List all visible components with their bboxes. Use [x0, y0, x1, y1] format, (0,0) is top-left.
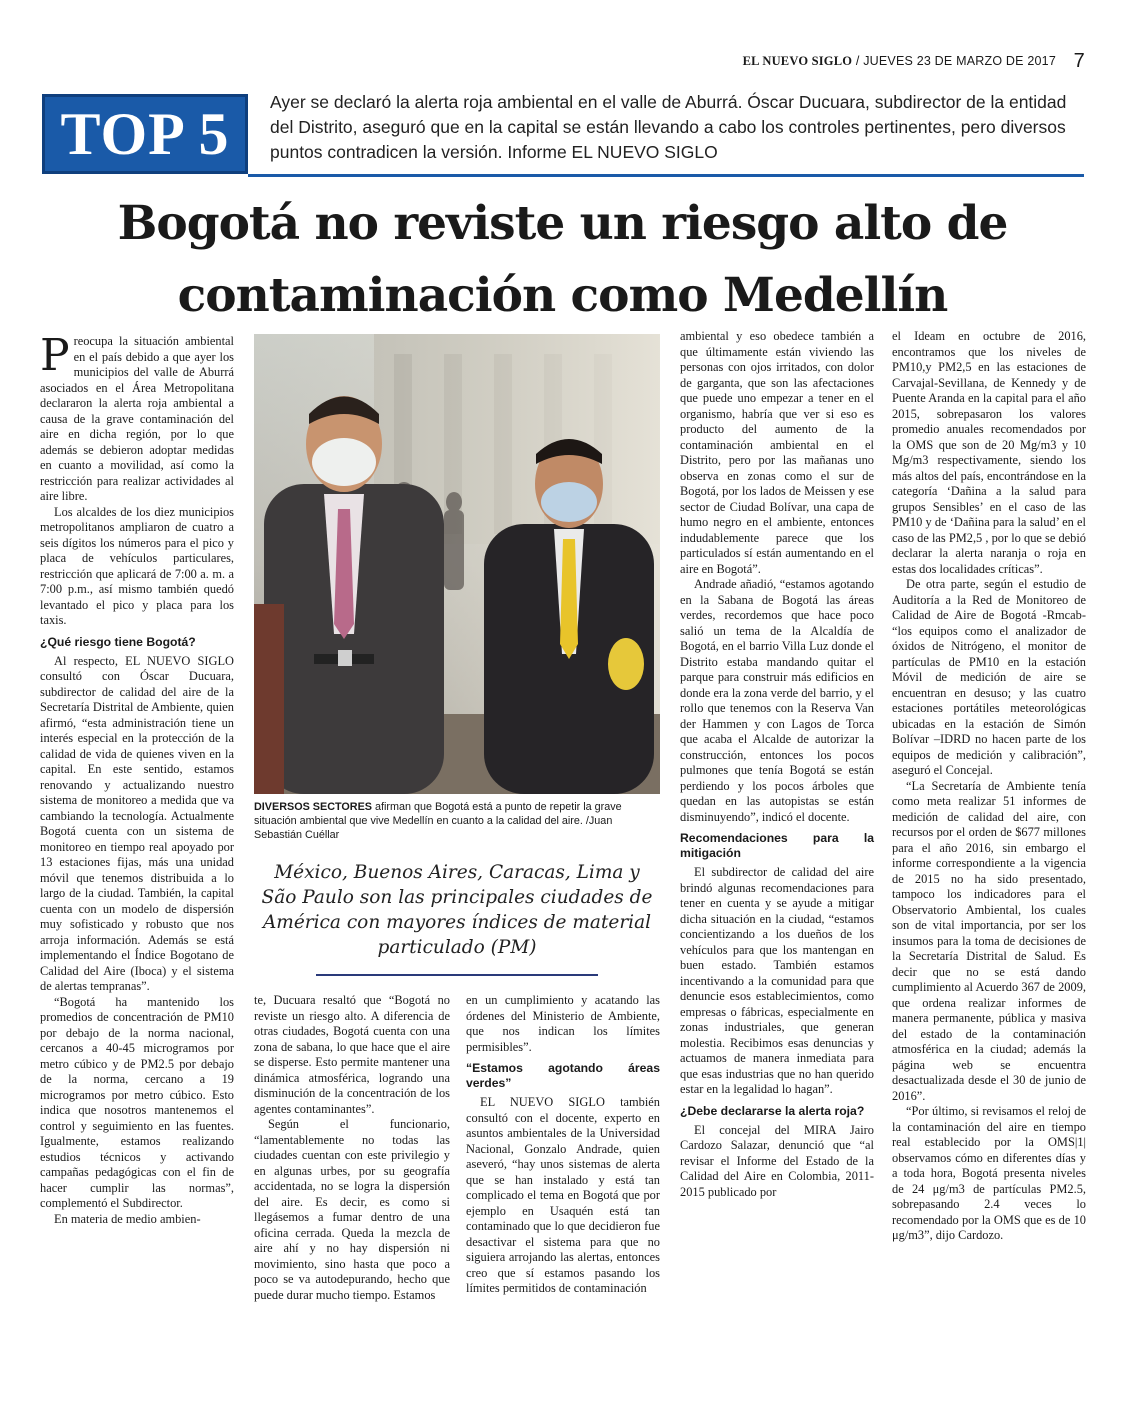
- article-paragraph: De otra parte, según el estudio de Auditoría a la Red de Monitoreo de Calidad de Aire de Bogotá -Rmcab- “los equipos como el analizador de óxidos de Nitrógeno, el monitor de partículas de PM10 en la estación Móvil de medición de aire se encuentran en desuso; y las cuatro estaciones portátiles meteorológicas ubicadas en la estación de Simón Bolívar –IDRD no hacen parte de los equipos de medición y calibración”, aseguró el Concejal.: [892, 577, 1086, 777]
- article-paragraph: te, Ducuara resaltó que “Bogotá no reviste un riesgo alto. A diferencia de otras ciudades, Bogotá cuenta con una zona de sabana, lo que hace que el aire se disperse. Esto permite mantener una dinámica atmosférica, logrando una disminución de la concentración de los agentes contaminantes”.: [254, 993, 450, 1116]
- article-paragraph: el Ideam en octubre de 2016, encontramos que los niveles de PM10,y PM2,5 en las estaciones de Carvajal-Sevillana, de Kennedy y de Puente Aranda en la capital para el año 2015, sobrepasaron los valores promedio anuales recomendados por la OMS que son de 20 Mg/m3 y 10 Mg/m3 respectivamente, siendo los más altos del país, encontrándose en la categoría ‘Dañina a la salud para grupos Sensibles’ en el caso de las PM10 y de ‘Dañina para la salud’ en el caso de las PM2,5 , por lo que se debió declarar la alerta naranja o roja en estas dos localidades críticas”.: [892, 329, 1086, 576]
- article-paragraph: Según el funcionario, “lamentablemente no todas las ciudades cuentan con este privilegio y en algunas urbes, por su geografía accidentada, no se logra la dispersión del aire. Es decir, es como si llegásemos a fumar dentro de una oficina cerrada. Queda la mezcla de aire ahí y no hay dispersión ni movimiento, sino hasta que poco a poco se va autodepurando, hecho que puede durar mucho tiempo. Estamos: [254, 1117, 450, 1302]
- photo-caption: [254, 800, 660, 842]
- headline-line-2: contaminación como Medellín: [177, 268, 948, 323]
- article-paragraph: El concejal del MIRA Jairo Cardozo Salazar, denunció que “al revisar el Informe del Estado de la Calidad del Aire en Colombia, 2011-2015 publicado por: [680, 1122, 874, 1199]
- paper-name: EL NUEVO SIGLO: [742, 54, 853, 68]
- page-folio: [743, 50, 1085, 73]
- article-column-4: [680, 329, 874, 1200]
- article-paragraph: “Bogotá ha mantenido los promedios de concentración de PM10 por debajo de la norma nacional, cercanos a 40-45 microgramos por metro cúbico y de PM2.5 por debajo de la norma, cercano a 19 microgramos por metro cúbico. Esto indica que nosotros mantenemos el control y seguimiento en las fuentes. Igualmente, estamos realizando estudios técnicos y activando campañas pedagógicas con el fin de hacer cumplir las normas”, complementó el Subdirector.: [40, 994, 234, 1210]
- page-number: 7: [1073, 50, 1085, 72]
- article-paragraph: Andrade añadió, “estamos agotando en la Sabana de Bogotá las áreas verdes, recordemos que hace poco salió un tema de la Alcaldía de Bogotá, en el barrio Villa Luz donde el Distrito estaba mandando quitar el parque para construir más edificios en donde era la zona verde del barrio, y el rollo que tenemos con la Reserva Van der Hammen y con Lagos de Torca que acaba el Alcalde de autorizar la construcción, entonces los pocos pulmones que tenía Bogotá se están perdiendo y los pocos árboles que quedan en las autopistas se están disminuyendo”, indicó el docente.: [680, 577, 874, 824]
- article-column-5: [892, 329, 1086, 1244]
- headline: [40, 188, 1085, 332]
- subheading: ¿Debe declararse la alerta roja?: [680, 1103, 865, 1118]
- article-paragraph: El subdirector de calidad del aire brindó algunas recomendaciones para tener en cuenta y se ayude a mitigar dicha situación en la ciudad, “estamos concientizando a los dueños de los vehículos para que los mantengan en buen estado. También estamos incentivando a la comunidad para que denuncie esos establecimientos, como empresas o fábricas, especialmente en zonas industriales, que generan molestia. Recibimos esas denuncias y actuamos de manera inmediata para que esas industrias que no han querido estar en la legalidad lo hagan”.: [680, 865, 874, 1096]
- article-paragraph: Preocupa la situación ambiental en el país debido a que ayer los municipios del valle de Aburrá asociados en el Área Metropolitana declararon la alerta roja ambiental a causa de la grave contaminación del aire en dicha región, por lo que además se debieron adoptar medidas en cuanto a movilidad, así como la restricción para realizar actividades al aire libre.: [40, 330, 234, 503]
- subheading: ¿Qué riesgo tiene Bogotá?: [40, 634, 196, 649]
- article-paragraph: “La Secretaría de Ambiente tenía como meta realizar 51 informes de medición de calidad del aire, con recursos por el orden de $677 millones para el año 2016, sin embargo el informe correspondiente a la vigencia de 2015 no ha sido presentado, tampoco los indicadores para el Observatorio Ambiental, los cuales son de vital importancia, por ser los insumos para la toma de decisiones de la Secretaría Distrital de Salud. Es decir que no se está dando cumplimiento al Acuerdo 367 de 2009, que ordena realizar informes de manera permanente, pública y masiva del estado de la contaminación atmosférica en la ciudad; además la página web se encuentra desactualizada desde el 30 de junio de 2016”.: [892, 778, 1086, 1103]
- pull-quote-rule: [316, 974, 598, 976]
- article-paragraph: “Por último, si revisamos el reloj de la contaminación del aire en tiempo real establecido por la OMS|1| observamos cómo en diferentes días y a toda hora, Bogotá presenta niveles de 24 μg/m3 de partículas PM2.5, sobrepasando 2.4 veces lo recomendado por la OMS que es de 10 μg/m3”, dijo Cardozo.: [892, 1104, 1086, 1242]
- article-column-1: [40, 330, 234, 1227]
- article-photo: [254, 334, 660, 794]
- article-paragraph: En materia de medio ambien-: [54, 1211, 201, 1226]
- header-rule: [248, 174, 1084, 177]
- article-column-2: [254, 993, 450, 1303]
- article-paragraph: en un cumplimiento y acatando las órdenes del Ministerio de Ambiente, que nos indican los límites permisibles”.: [466, 993, 660, 1054]
- article-paragraph: ambiental y eso obedece también a que últimamente están viviendo las personas con ojos irritados, con dolor de garganta, que son las afectaciones que puede uno empezar a tener en el organismo, habría que ver si eso es producto del aumento de la contaminación ambiental en el Distrito, pero por las mañanas uno observa en zonas como el sur de Bogotá, por los lados de Meissen y ese sector de Ciudad Bolívar, una capa de humo negro en el ambiente, entonces indudablemente parece que los particulados sí están aumentando en el aire en Bogotá”.: [680, 329, 874, 576]
- section-badge: TOP 5: [42, 94, 248, 174]
- article-paragraph: Los alcaldes de los diez municipios metropolitanos ampliaron de cuatro a seis dígitos los números para el pico y placa de vehículos particulares, restricción que aplicará de 7:00 a. m. a 7:00 p.m., así mismo también quedó levantado el pico y placa para los taxis.: [40, 504, 234, 627]
- article-paragraph: Al respecto, EL NUEVO SIGLO consultó con Óscar Ducuara, subdirector de calidad del aire de la Secretaría Distrital de Ambiente, quien afirmó, “esta administración tiene un interés especial en la protección de la calidad de vida de quienes viven en la capital. En este sentido, estamos renovando y actualizando nuestro sistema de monitoreo a medida que va cambiando la tecnología. Actualmente Bogotá cuenta con un sistema de monitoreo en tiempo real apoyado por 13 estaciones fijas, más una unidad móvil que tenemos distribuida a lo largo de la ciudad. También, la capital cuenta con un modelo de dispersión muy sofisticado y robusto que nos arroja información. Además se está implementando el Índice Bogotano de Calidad del Aire (Iboca) y el sistema de alertas tempranas”.: [40, 653, 234, 993]
- intro-summary: Ayer se declaró la alerta roja ambiental en el valle de Aburrá. Óscar Ducuara, subdirector de la entidad del Distrito, aseguró que en la capital se están llevando a cabo los controles pertinentes, pero diversos puntos contradicen la versión. Informe EL NUEVO SIGLO: [270, 92, 1067, 162]
- article-paragraph: EL NUEVO SIGLO también consultó con el docente, experto en asuntos ambientales de la Universidad Nacional, Gonzalo Andrade, quien aseveró, “hay unos sistemas de alerta que se han instalado y está tan complicado el tema en Bogotá que por ejemplo en Usaquén está tan contaminado que lo que decidieron fue desactivar el sistema para que no siguiera arrojando las alertas, entonces creo que sí estamos pasando los límites permitidos de contaminación: [466, 1095, 660, 1295]
- caption-lead: DIVERSOS SECTORES: [254, 801, 372, 813]
- subheading: “Estamos agotando áreas verdes”: [466, 1061, 660, 1090]
- headline-line-1: Bogotá no reviste un riesgo alto de: [117, 196, 1008, 251]
- caption-text: afirman que Bogotá está a punto de repetir la grave situación ambiental que vive Medellín en cuanto a la calidad del aire. /Juan Sebastián Cuéllar: [254, 801, 622, 841]
- subheading: Recomendaciones para la mitigación: [680, 831, 874, 860]
- drop-cap: P: [40, 330, 70, 381]
- issue-date: / JUEVES 23 DE MARZO DE 2017: [855, 54, 1056, 68]
- article-column-3: [466, 993, 660, 1297]
- pull-quote: México, Buenos Aires, Caracas, Lima y São Paulo son las principales ciudades de América con mayores índices de material particulado (PM): [261, 862, 653, 958]
